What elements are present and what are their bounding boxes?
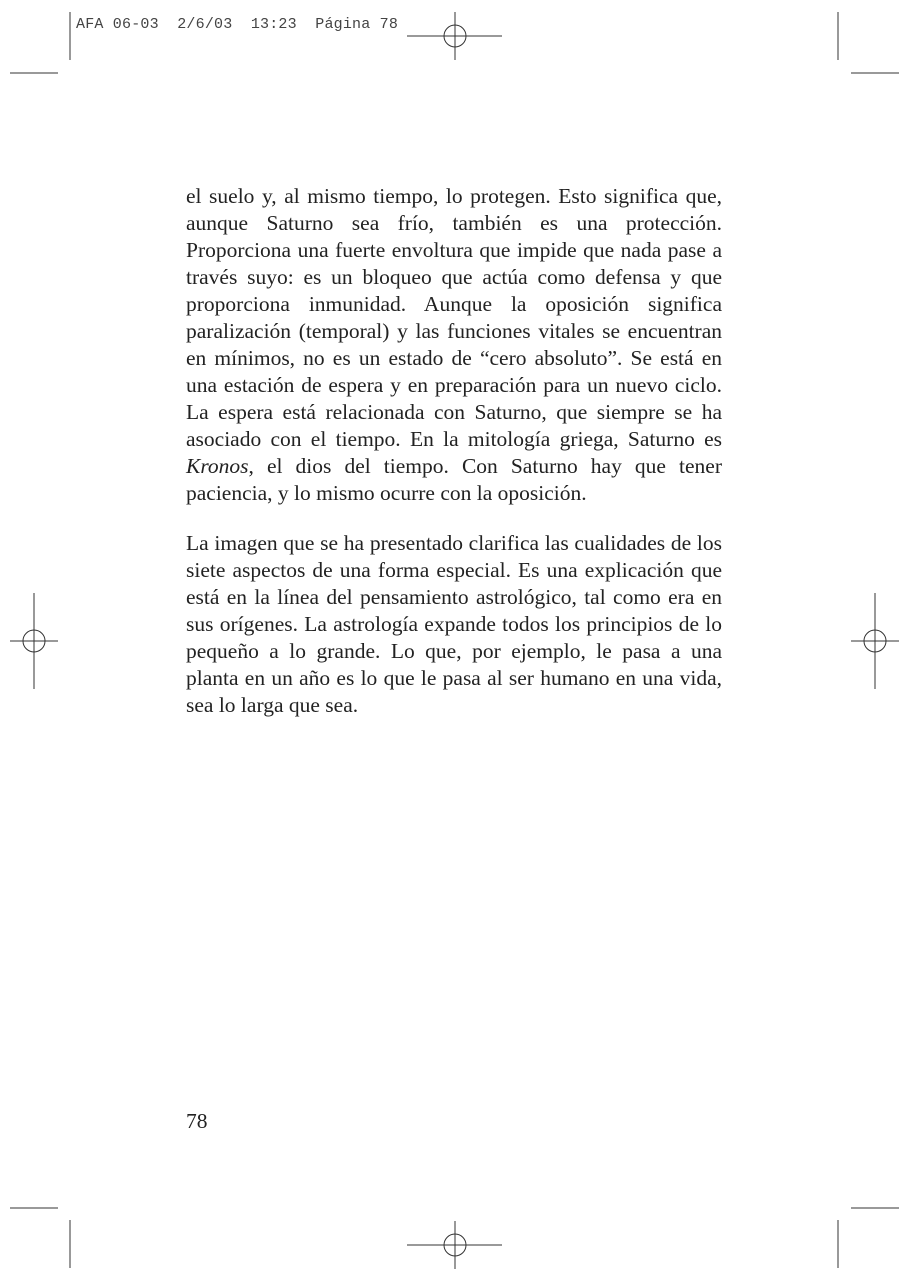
kronos-emphasis: Kronos [186,454,249,478]
paragraph-1-text-end: , el dios del tiempo. Con Saturno hay que tener paciencia, y lo mismo ocurre con la oposición. [186,454,722,505]
body-text [186,183,722,719]
print-slug: AFA 06-03 2/6/03 13:23 Página 78 [76,16,399,33]
registration-mark-bottom [407,1221,502,1269]
registration-mark-right [851,593,899,689]
page-number: 78 [186,1109,208,1133]
registration-mark-left [10,593,58,689]
paragraph-1-text: el suelo y, al mismo tiempo, lo protegen. Esto significa que, aunque Saturno sea frío, también es una protección. Proporciona una fuerte envoltura que impide que nada pase a través suyo: es un bloqueo que actúa como defensa y que proporciona inmunidad. Aunque la oposición significa paralización (temporal) y las funciones vitales se encuentran en mínimos, no es un estado de “cero absoluto”. Se está en una estación de espera y en preparación para un nuevo ciclo. La espera está relacionada con Saturno, que siempre se ha asociado con el tiempo. En la mitología griega, Saturno es [186,184,722,451]
registration-mark-top [407,12,502,60]
paragraph-2: La imagen que se ha presentado clarifica las cualidades de los siete aspectos de una forma especial. Es una explicación que está en la línea del pensamiento astrológico, tal como era en sus orígenes. La astrología expande todos los principios de lo pequeño a lo grande. Lo que, por ejemplo, le pasa a una planta en un año es lo que le pasa al ser humano en una vida, sea lo larga que sea. [186,531,722,717]
paragraph-1 [186,183,722,507]
